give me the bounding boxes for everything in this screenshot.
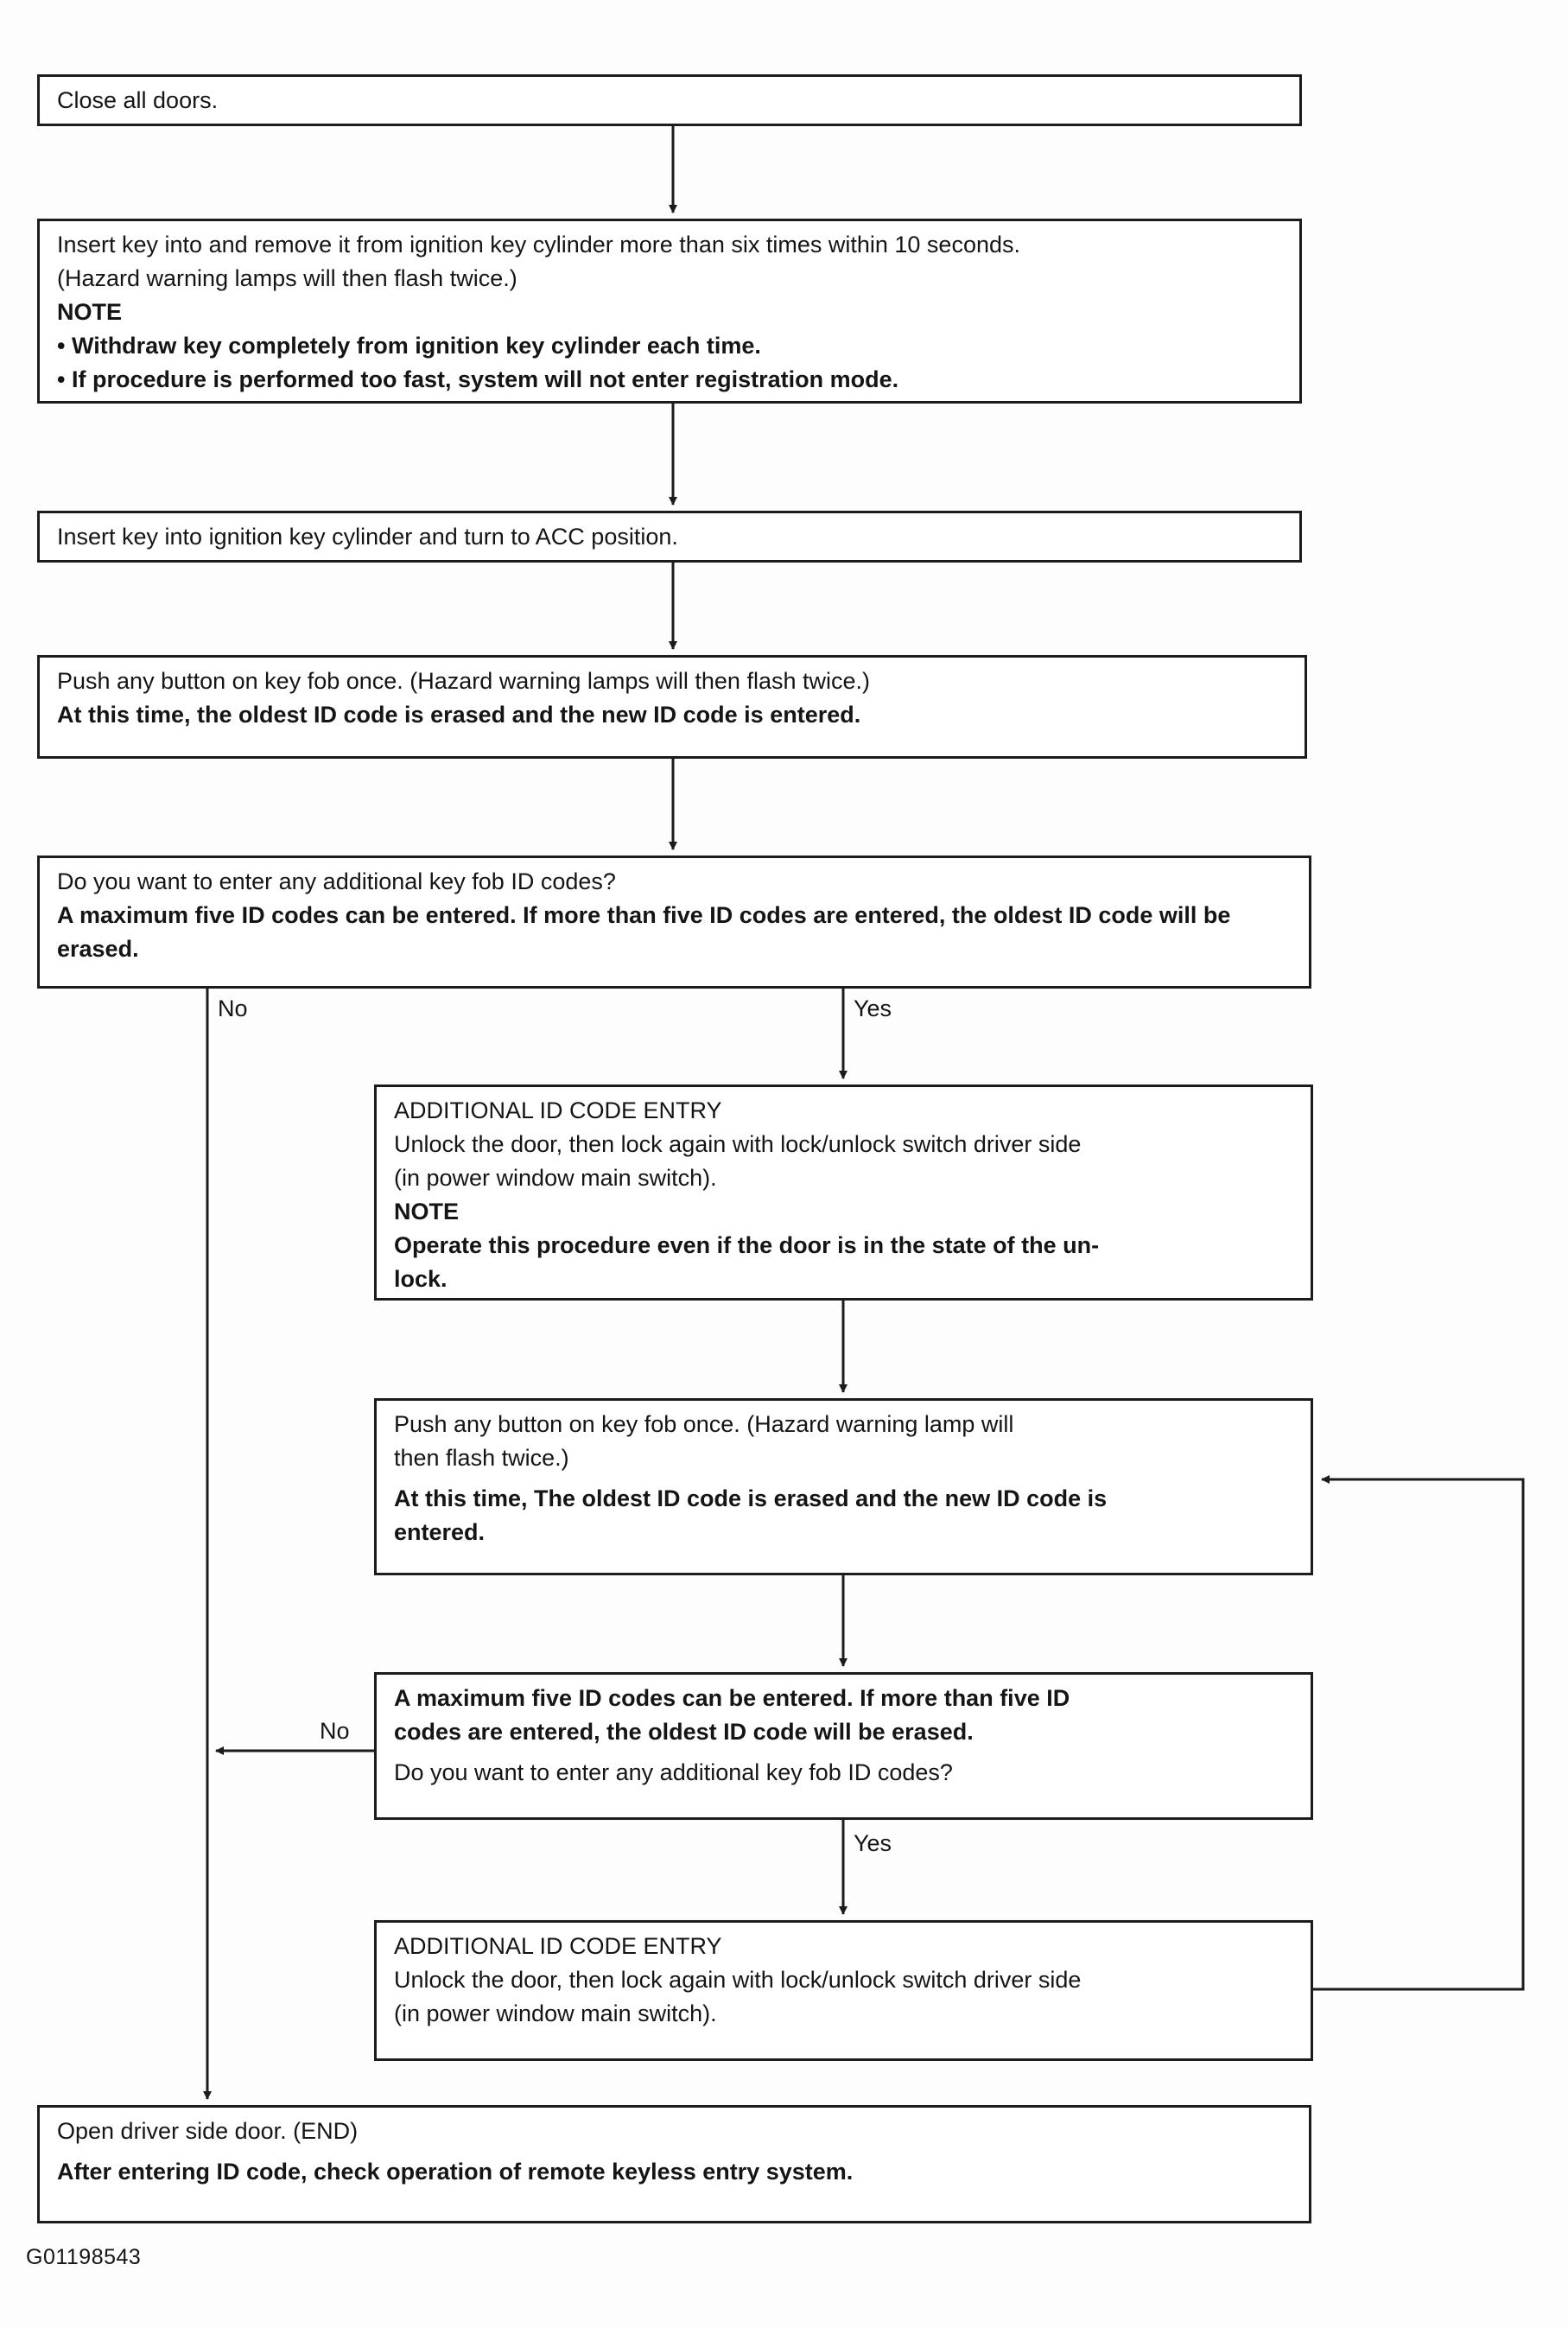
text-line: Open driver side door. (END) [57,2118,359,2144]
text-line: (Hazard warning lamps will then flash twice.) [57,265,517,291]
text-line: Do you want to enter any additional key fob ID codes? [57,868,616,894]
step-turn-to-acc [37,511,1302,563]
step-push-keyfob-button-2 [374,1398,1313,1575]
text-line: Close all doors. [57,87,219,113]
text-line: (in power window main switch). [394,2000,717,2026]
text-line: Do you want to enter any additional key fob ID codes? [394,1759,953,1785]
box-title: ADDITIONAL ID CODE ENTRY [394,1933,722,1959]
decision-additional-id-codes [37,856,1311,989]
text-line: A maximum five ID codes can be entered. If more than five ID [394,1685,1070,1711]
text-line: entered. [394,1519,486,1545]
text-line: Insert key into ignition key cylinder and turn to ACC position. [57,524,678,550]
text-line: Push any button on key fob once. (Hazard warning lamp will [394,1411,1014,1437]
box-title: ADDITIONAL ID CODE ENTRY [394,1097,722,1123]
step-additional-id-code-entry-1 [374,1084,1313,1301]
branch-label-yes-1: Yes [854,995,892,1021]
decision-additional-id-codes-2 [374,1672,1313,1820]
connector-loopback [1313,1479,1523,1989]
text-line: Insert key into and remove it from ignition key cylinder more than six times within 10 seconds. [57,232,1020,258]
text-line: Operate this procedure even if the door is in the state of the un- [394,1232,1100,1258]
step-additional-id-code-entry-2 [374,1920,1313,2061]
note-bullet: • Withdraw key completely from ignition key cylinder each time. [57,333,761,359]
text-line: lock. [394,1266,448,1292]
step-close-doors [37,74,1302,126]
note-heading: NOTE [57,299,123,325]
text-line: Push any button on key fob once. (Hazard warning lamps will then flash twice.) [57,668,870,694]
text-line: codes are entered, the oldest ID code will be erased. [394,1719,974,1745]
text-line: At this time, the oldest ID code is erased and the new ID code is entered. [57,702,861,728]
step-push-keyfob-button [37,655,1307,759]
text-line: After entering ID code, check operation of remote keyless entry system. [57,2159,854,2185]
text-line: then flash twice.) [394,1445,569,1471]
text-line: Unlock the door, then lock again with lock/unlock switch driver side [394,1131,1082,1157]
figure-id-caption: G01198543 [26,2245,142,2269]
branch-label-no-2: No [320,1718,350,1744]
text-line: Unlock the door, then lock again with lock/unlock switch driver side [394,1967,1082,1993]
text-line: At this time, The oldest ID code is erased and the new ID code is [394,1485,1108,1511]
note-heading: NOTE [394,1199,460,1224]
branch-label-no-1: No [218,995,248,1021]
text-line: (in power window main switch). [394,1165,717,1191]
step-ignition-key-cycle [37,219,1302,404]
text-line: A maximum five ID codes can be entered. If more than five ID codes are entered, the oldest ID code will be erased. [57,902,1231,962]
note-bullet: • If procedure is performed too fast, system will not enter registration mode. [57,366,899,392]
step-end-open-door [37,2105,1311,2223]
branch-label-yes-2: Yes [854,1830,892,1856]
